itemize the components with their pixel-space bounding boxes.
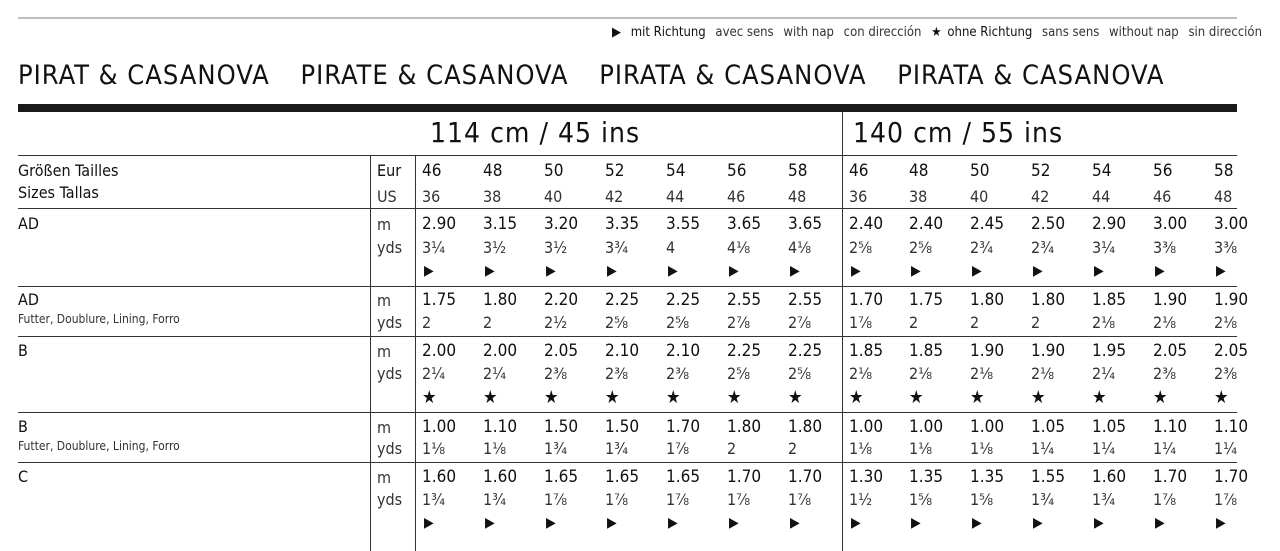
meters-value: 1.10 xyxy=(1214,417,1249,437)
row-rule xyxy=(18,208,1237,209)
row-rule xyxy=(18,412,1237,413)
yards-value: 1⅞ xyxy=(1153,490,1177,509)
us-size: 38 xyxy=(909,187,928,206)
with-nap-icon: ▶ xyxy=(1033,515,1043,531)
meters-value: 1.80 xyxy=(483,290,518,310)
with-nap-icon: ▶ xyxy=(911,515,921,531)
unit-yds: yds xyxy=(377,313,403,332)
yards-value: 1⅞ xyxy=(727,490,751,509)
meters-value: 2.10 xyxy=(605,341,640,361)
without-nap-icon: ★ xyxy=(1092,387,1107,408)
meters-value: 2.10 xyxy=(666,341,701,361)
without-nap-label-es: sin dirección xyxy=(1188,25,1262,40)
unit-yds: yds xyxy=(377,490,403,509)
meters-value: 1.85 xyxy=(909,341,944,361)
yards-value: 3½ xyxy=(483,238,507,257)
with-nap-icon: ▶ xyxy=(485,263,495,279)
eur-size: 58 xyxy=(788,161,808,181)
with-nap-icon: ▶ xyxy=(1155,263,1165,279)
with-nap-icon: ▶ xyxy=(729,263,739,279)
eur-size: 54 xyxy=(1092,161,1112,181)
with-nap-icon: ▶ xyxy=(424,515,434,531)
meters-value: 2.05 xyxy=(1153,341,1188,361)
yards-value: 3½ xyxy=(544,238,568,257)
view-label: AD xyxy=(18,214,39,233)
yards-value: 1¼ xyxy=(1214,439,1238,458)
yards-value: 2⅜ xyxy=(544,364,568,383)
without-nap-icon: ★ xyxy=(483,387,498,408)
row-rule xyxy=(18,462,1237,463)
meters-value: 1.90 xyxy=(1214,290,1249,310)
yards-value: 2 xyxy=(422,313,432,332)
yards-value: 2⅜ xyxy=(666,364,690,383)
with-nap-icon: ▶ xyxy=(729,515,739,531)
us-size: 36 xyxy=(422,187,441,206)
meters-value: 1.90 xyxy=(970,341,1005,361)
yards-value: 3⅜ xyxy=(1153,238,1177,257)
lining-label: Futter, Doublure, Lining, Forro xyxy=(18,439,180,453)
view-label: B xyxy=(18,417,28,436)
meters-value: 1.70 xyxy=(1214,467,1249,487)
with-nap-icon: ▶ xyxy=(790,263,800,279)
eur-size: 50 xyxy=(970,161,990,181)
with-nap-icon: ▶ xyxy=(851,515,861,531)
meters-value: 1.05 xyxy=(1031,417,1066,437)
with-nap-icon: ▶ xyxy=(485,515,495,531)
meters-value: 1.75 xyxy=(909,290,944,310)
unit-m: m xyxy=(377,342,392,361)
sizes-label-de-fr: Größen Tailles xyxy=(18,161,119,180)
meters-value: 2.40 xyxy=(849,214,884,234)
meters-value: 1.90 xyxy=(1153,290,1188,310)
unit-column-divider xyxy=(415,155,416,551)
us-label: US xyxy=(377,187,397,206)
yards-value: 1¾ xyxy=(605,439,629,458)
with-nap-icon: ▶ xyxy=(972,515,982,531)
yards-value: 2⅝ xyxy=(788,364,812,383)
meters-value: 1.80 xyxy=(788,417,823,437)
with-nap-icon: ▶ xyxy=(1216,263,1226,279)
meters-value: 3.00 xyxy=(1153,214,1188,234)
meters-value: 1.55 xyxy=(1031,467,1066,487)
meters-value: 2.05 xyxy=(544,341,579,361)
with-nap-icon: ▶ xyxy=(1094,515,1104,531)
label-column-divider xyxy=(370,155,371,551)
without-nap-icon: ★ xyxy=(909,387,924,408)
us-size: 46 xyxy=(727,187,746,206)
without-nap-icon: ★ xyxy=(544,387,559,408)
with-nap-label-fr: avec sens xyxy=(715,25,774,40)
meters-value: 2.00 xyxy=(483,341,518,361)
fabric-width-114: 114 cm / 45 ins xyxy=(430,116,641,149)
with-nap-icon: ▶ xyxy=(1033,263,1043,279)
title-rule xyxy=(18,104,1237,112)
meters-value: 2.25 xyxy=(788,341,823,361)
with-nap-icon: ▶ xyxy=(1094,263,1104,279)
meters-value: 3.65 xyxy=(727,214,762,234)
unit-m: m xyxy=(377,468,392,487)
eur-size: 58 xyxy=(1214,161,1234,181)
without-nap-icon: ★ xyxy=(422,387,437,408)
us-size: 48 xyxy=(788,187,807,206)
meters-value: 1.50 xyxy=(544,417,579,437)
yards-value: 2⅞ xyxy=(788,313,812,332)
without-nap-icon: ★ xyxy=(727,387,742,408)
nap-legend xyxy=(606,25,1262,40)
with-nap-icon: ▶ xyxy=(851,263,861,279)
meters-value: 2.45 xyxy=(970,214,1005,234)
with-nap-label-es: con dirección xyxy=(843,25,922,40)
yards-value: 2⅝ xyxy=(909,238,933,257)
without-nap-icon: ★ xyxy=(849,387,864,408)
meters-value: 1.60 xyxy=(483,467,518,487)
yards-value: 3¼ xyxy=(422,238,446,257)
without-nap-icon: ★ xyxy=(1214,387,1229,408)
meters-value: 1.60 xyxy=(422,467,457,487)
title-es: PIRATA & CASANOVA xyxy=(599,60,867,91)
title-pt: PIRATA & CASANOVA xyxy=(897,60,1165,91)
yards-value: 1⅛ xyxy=(483,439,507,458)
yards-value: 1½ xyxy=(849,490,873,509)
meters-value: 2.90 xyxy=(422,214,457,234)
meters-value: 3.00 xyxy=(1214,214,1249,234)
meters-value: 1.70 xyxy=(666,417,701,437)
meters-value: 1.65 xyxy=(666,467,701,487)
meters-value: 2.25 xyxy=(666,290,701,310)
meters-value: 1.05 xyxy=(1092,417,1127,437)
meters-value: 1.65 xyxy=(544,467,579,487)
with-nap-icon: ▶ xyxy=(972,263,982,279)
yards-value: 2⅝ xyxy=(666,313,690,332)
row-rule xyxy=(18,286,1237,287)
header-rule xyxy=(18,155,1237,156)
with-nap-icon: ▶ xyxy=(911,263,921,279)
meters-value: 2.50 xyxy=(1031,214,1066,234)
meters-value: 2.05 xyxy=(1214,341,1249,361)
with-nap-icon: ▶ xyxy=(1155,515,1165,531)
yards-value: 2⅝ xyxy=(727,364,751,383)
without-nap-label-en: without nap xyxy=(1109,25,1179,40)
yards-value: 2¼ xyxy=(483,364,507,383)
unit-m: m xyxy=(377,291,392,310)
meters-value: 3.55 xyxy=(666,214,701,234)
yards-value: 1⅝ xyxy=(909,490,933,509)
yards-value: 2¾ xyxy=(1031,238,1055,257)
view-label: AD xyxy=(18,290,39,309)
lining-label: Futter, Doublure, Lining, Forro xyxy=(18,312,180,326)
unit-m: m xyxy=(377,418,392,437)
us-size: 40 xyxy=(970,187,989,206)
view-label: B xyxy=(18,341,28,360)
row-rule xyxy=(18,336,1237,337)
us-size: 42 xyxy=(1031,187,1050,206)
yards-value: 4⅛ xyxy=(788,238,812,257)
title-en: PIRATE & CASANOVA xyxy=(300,60,569,91)
with-nap-icon: ▶ xyxy=(546,263,556,279)
without-nap-icon: ★ xyxy=(666,387,681,408)
meters-value: 1.70 xyxy=(727,467,762,487)
view-label: C xyxy=(18,467,29,486)
unit-yds: yds xyxy=(377,238,403,257)
us-size: 44 xyxy=(666,187,685,206)
yards-value: 2⅛ xyxy=(1031,364,1055,383)
eur-size: 46 xyxy=(422,161,442,181)
meters-value: 1.80 xyxy=(970,290,1005,310)
yards-value: 2⅛ xyxy=(909,364,933,383)
us-size: 38 xyxy=(483,187,502,206)
meters-value: 1.95 xyxy=(1092,341,1127,361)
yards-value: 1⅛ xyxy=(849,439,873,458)
unit-yds: yds xyxy=(377,439,403,458)
with-nap-symbol: ▶ xyxy=(611,25,621,40)
meters-value: 1.70 xyxy=(788,467,823,487)
meters-value: 1.30 xyxy=(849,467,884,487)
eur-size: 56 xyxy=(727,161,747,181)
yards-value: 2⅜ xyxy=(605,364,629,383)
yards-value: 1⅞ xyxy=(788,490,812,509)
pattern-title xyxy=(18,60,1186,91)
meters-value: 1.00 xyxy=(909,417,944,437)
yards-value: 1⅛ xyxy=(970,439,994,458)
yards-value: 1⅞ xyxy=(666,490,690,509)
yards-value: 2 xyxy=(788,439,798,458)
yards-value: 1⅝ xyxy=(970,490,994,509)
with-nap-icon: ▶ xyxy=(668,263,678,279)
sizes-label-en-es: Sizes Tallas xyxy=(18,183,99,202)
meters-value: 2.90 xyxy=(1092,214,1127,234)
yards-value: 3¾ xyxy=(605,238,629,257)
eur-size: 48 xyxy=(483,161,503,181)
meters-value: 1.60 xyxy=(1092,467,1127,487)
with-nap-label-de: mit Richtung xyxy=(630,25,706,40)
meters-value: 3.15 xyxy=(483,214,518,234)
without-nap-icon: ★ xyxy=(605,387,620,408)
without-nap-icon: ★ xyxy=(788,387,803,408)
eur-size: 52 xyxy=(605,161,625,181)
width-divider xyxy=(842,112,843,551)
yards-value: 1¾ xyxy=(422,490,446,509)
with-nap-icon: ▶ xyxy=(790,515,800,531)
meters-value: 3.35 xyxy=(605,214,640,234)
with-nap-icon: ▶ xyxy=(1216,515,1226,531)
us-size: 42 xyxy=(605,187,624,206)
meters-value: 1.90 xyxy=(1031,341,1066,361)
yards-value: 1⅛ xyxy=(909,439,933,458)
meters-value: 1.35 xyxy=(970,467,1005,487)
eur-size: 46 xyxy=(849,161,869,181)
yards-value: 2 xyxy=(909,313,919,332)
meters-value: 1.50 xyxy=(605,417,640,437)
us-size: 44 xyxy=(1092,187,1111,206)
without-nap-label-de: ohne Richtung xyxy=(947,25,1033,40)
without-nap-icon: ★ xyxy=(970,387,985,408)
meters-value: 2.20 xyxy=(544,290,579,310)
yards-value: 1⅞ xyxy=(666,439,690,458)
yards-value: 2⅛ xyxy=(849,364,873,383)
yards-value: 2¼ xyxy=(1092,364,1116,383)
yards-value: 1¼ xyxy=(1153,439,1177,458)
meters-value: 1.00 xyxy=(970,417,1005,437)
yards-value: 1¼ xyxy=(1031,439,1055,458)
meters-value: 1.65 xyxy=(605,467,640,487)
without-nap-label-fr: sans sens xyxy=(1042,25,1100,40)
yards-value: 1⅞ xyxy=(849,313,873,332)
with-nap-label-en: with nap xyxy=(783,25,834,40)
yards-value: 2⅜ xyxy=(1214,364,1238,383)
yards-value: 3¼ xyxy=(1092,238,1116,257)
yards-value: 2⅝ xyxy=(849,238,873,257)
meters-value: 2.40 xyxy=(909,214,944,234)
without-nap-symbol: ★ xyxy=(931,25,942,40)
without-nap-icon: ★ xyxy=(1031,387,1046,408)
us-size: 46 xyxy=(1153,187,1172,206)
us-size: 36 xyxy=(849,187,868,206)
yards-value: 1¾ xyxy=(1031,490,1055,509)
yards-value: 4 xyxy=(666,238,676,257)
yards-value: 1¼ xyxy=(1092,439,1116,458)
meters-value: 1.35 xyxy=(909,467,944,487)
meters-value: 1.85 xyxy=(849,341,884,361)
eur-size: 54 xyxy=(666,161,686,181)
unit-m: m xyxy=(377,215,392,234)
yards-value: 1¾ xyxy=(483,490,507,509)
yards-value: 2 xyxy=(970,313,980,332)
yards-value: 2 xyxy=(1031,313,1041,332)
yards-value: 2½ xyxy=(544,313,568,332)
yards-value: 1¾ xyxy=(1092,490,1116,509)
meters-value: 1.00 xyxy=(849,417,884,437)
yards-value: 2¾ xyxy=(970,238,994,257)
unit-yds: yds xyxy=(377,364,403,383)
eur-size: 48 xyxy=(909,161,929,181)
yards-value: 2⅛ xyxy=(1153,313,1177,332)
eur-size: 56 xyxy=(1153,161,1173,181)
meters-value: 1.10 xyxy=(483,417,518,437)
yards-value: 2⅞ xyxy=(727,313,751,332)
yards-value: 2 xyxy=(727,439,737,458)
eur-label: Eur xyxy=(377,161,402,180)
yards-value: 2⅜ xyxy=(1153,364,1177,383)
yards-value: 2 xyxy=(483,313,493,332)
yards-value: 1⅞ xyxy=(544,490,568,509)
yards-value: 2⅛ xyxy=(1214,313,1238,332)
meters-value: 3.65 xyxy=(788,214,823,234)
yards-value: 1⅞ xyxy=(605,490,629,509)
meters-value: 1.70 xyxy=(1153,467,1188,487)
meters-value: 1.70 xyxy=(849,290,884,310)
with-nap-icon: ▶ xyxy=(607,515,617,531)
meters-value: 3.20 xyxy=(544,214,579,234)
meters-value: 2.00 xyxy=(422,341,457,361)
title-de: PIRAT & CASANOVA xyxy=(18,60,270,91)
meters-value: 1.00 xyxy=(422,417,457,437)
with-nap-icon: ▶ xyxy=(607,263,617,279)
yards-value: 2⅛ xyxy=(1092,313,1116,332)
meters-value: 1.80 xyxy=(727,417,762,437)
with-nap-icon: ▶ xyxy=(668,515,678,531)
fabric-width-140: 140 cm / 55 ins xyxy=(853,116,1064,149)
us-size: 48 xyxy=(1214,187,1233,206)
yards-value: 4⅛ xyxy=(727,238,751,257)
yards-value: 1⅞ xyxy=(1214,490,1238,509)
yards-value: 2¼ xyxy=(422,364,446,383)
yards-value: 3⅜ xyxy=(1214,238,1238,257)
us-size: 40 xyxy=(544,187,563,206)
eur-size: 52 xyxy=(1031,161,1051,181)
top-rule xyxy=(18,17,1237,19)
yards-value: 2⅝ xyxy=(605,313,629,332)
meters-value: 1.10 xyxy=(1153,417,1188,437)
eur-size: 50 xyxy=(544,161,564,181)
yards-value: 1¾ xyxy=(544,439,568,458)
with-nap-icon: ▶ xyxy=(424,263,434,279)
with-nap-icon: ▶ xyxy=(546,515,556,531)
meters-value: 2.55 xyxy=(727,290,762,310)
yards-value: 2⅛ xyxy=(970,364,994,383)
meters-value: 2.25 xyxy=(727,341,762,361)
meters-value: 1.80 xyxy=(1031,290,1066,310)
meters-value: 2.55 xyxy=(788,290,823,310)
meters-value: 1.85 xyxy=(1092,290,1127,310)
yards-value: 1⅛ xyxy=(422,439,446,458)
without-nap-icon: ★ xyxy=(1153,387,1168,408)
meters-value: 2.25 xyxy=(605,290,640,310)
meters-value: 1.75 xyxy=(422,290,457,310)
